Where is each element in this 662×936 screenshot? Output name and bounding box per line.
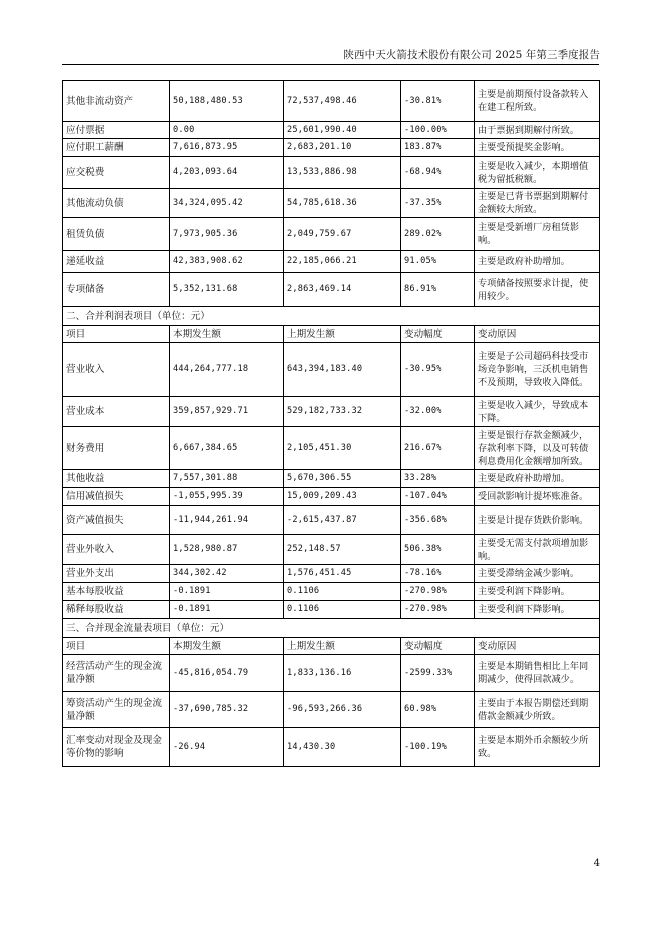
- row-change-reason: 主要是受新增厂房租赁影响。: [475, 218, 600, 251]
- row-previous-value: 25,601,990.40: [284, 122, 401, 139]
- column-header-item: 项目: [63, 326, 170, 343]
- row-change-rate: -107.04%: [401, 488, 475, 506]
- row-current-value: 0.00: [170, 122, 284, 139]
- row-change-reason: 由于票据到期解付所致。: [475, 122, 600, 139]
- row-change-reason: 主要是收入减少，本期增值税为留抵税额。: [475, 157, 600, 189]
- row-item-name: 应付职工薪酬: [63, 139, 170, 157]
- table-row: [63, 343, 600, 397]
- table-row: [63, 251, 600, 273]
- row-change-reason: 主要是本期外币余额较少所致。: [475, 728, 600, 767]
- table-row: [63, 397, 600, 427]
- row-item-name: 应付票据: [63, 122, 170, 139]
- row-previous-value: 13,533,886.98: [284, 157, 401, 189]
- row-current-value: 50,188,480.53: [170, 81, 284, 122]
- table-row: [63, 506, 600, 535]
- row-change-reason: 主要是政府补助增加。: [475, 251, 600, 273]
- income-section-title: 二、合并利润表项目（单位：元）: [63, 307, 600, 326]
- row-change-rate: 289.02%: [401, 218, 475, 251]
- row-current-value: 359,857,929.71: [170, 397, 284, 427]
- cashflow-statement-rows: [63, 655, 600, 767]
- table-row: [63, 583, 600, 601]
- row-item-name: 汇率变动对现金及现金等价物的影响: [63, 728, 170, 767]
- row-change-reason: 主要是子公司超码科技受市场竞争影响，三沃机电销售不及预期，导致收入降低。: [475, 343, 600, 397]
- financial-change-table: [62, 80, 600, 767]
- row-previous-value: 15,009,209.43: [284, 488, 401, 506]
- row-item-name: 营业成本: [63, 397, 170, 427]
- row-current-value: 7,973,905.36: [170, 218, 284, 251]
- row-previous-value: 14,430.30: [284, 728, 401, 767]
- table-row: [63, 470, 600, 488]
- column-header-reason: 变动原因: [475, 638, 600, 655]
- row-item-name: 资产减值损失: [63, 506, 170, 535]
- row-item-name: 财务费用: [63, 427, 170, 470]
- row-current-value: 7,616,873.95: [170, 139, 284, 157]
- row-change-rate: -270.98%: [401, 601, 475, 619]
- row-previous-value: -2,615,437.87: [284, 506, 401, 535]
- row-change-rate: -30.81%: [401, 81, 475, 122]
- column-header-current: 本期发生额: [170, 326, 284, 343]
- column-header-previous: 上期发生额: [284, 326, 401, 343]
- row-item-name: 其他非流动资产: [63, 81, 170, 122]
- row-change-reason: 主要是政府补助增加。: [475, 470, 600, 488]
- row-change-rate: -37.35%: [401, 189, 475, 218]
- row-change-reason: 主要是本期销售相比上年同期减少，使得回款减少。: [475, 655, 600, 692]
- row-change-reason: 主要受利润下降影响。: [475, 601, 600, 619]
- cashflow-section-title: 三、合并现金流量表项目（单位：元）: [63, 619, 600, 638]
- row-item-name: 基本每股收益: [63, 583, 170, 601]
- row-change-reason: 受回款影响计提坏账准备。: [475, 488, 600, 506]
- row-change-reason: 主要受无需支付款项增加影响。: [475, 535, 600, 565]
- row-item-name: 其他流动负债: [63, 189, 170, 218]
- row-item-name: 稀释每股收益: [63, 601, 170, 619]
- row-previous-value: 1,833,136.16: [284, 655, 401, 692]
- row-current-value: 5,352,131.68: [170, 273, 284, 307]
- table-row: [63, 157, 600, 189]
- header-row: [63, 326, 600, 343]
- column-header-item: 项目: [63, 638, 170, 655]
- row-item-name: 营业外收入: [63, 535, 170, 565]
- row-current-value: 4,203,093.64: [170, 157, 284, 189]
- row-item-name: 专项储备: [63, 273, 170, 307]
- row-change-reason: 主要是银行存款金额减少，存款利率下降，以及可转债利息费用化金额增加所致。: [475, 427, 600, 470]
- row-change-reason: 专项储备按照要求计提，使用较少。: [475, 273, 600, 307]
- row-change-reason: 主要是前期预付设备款转入在建工程所致。: [475, 81, 600, 122]
- table-row: [63, 565, 600, 583]
- row-change-rate: -356.68%: [401, 506, 475, 535]
- row-previous-value: 2,049,759.67: [284, 218, 401, 251]
- row-change-rate: -100.00%: [401, 122, 475, 139]
- row-previous-value: 2,105,451.30: [284, 427, 401, 470]
- row-current-value: -1,055,995.39: [170, 488, 284, 506]
- row-previous-value: 54,785,618.36: [284, 189, 401, 218]
- row-previous-value: 252,148.57: [284, 535, 401, 565]
- row-item-name: 信用减值损失: [63, 488, 170, 506]
- row-item-name: 租赁负债: [63, 218, 170, 251]
- table-row: [63, 728, 600, 767]
- table-row: [63, 692, 600, 728]
- row-item-name: 递延收益: [63, 251, 170, 273]
- column-header-change: 变动幅度: [401, 326, 475, 343]
- row-previous-value: 643,394,183.40: [284, 343, 401, 397]
- row-current-value: -11,944,261.94: [170, 506, 284, 535]
- row-item-name: 经营活动产生的现金流量净额: [63, 655, 170, 692]
- table-row: [63, 81, 600, 122]
- row-current-value: -45,816,054.79: [170, 655, 284, 692]
- table-row: [63, 535, 600, 565]
- row-change-rate: 506.38%: [401, 535, 475, 565]
- column-header-reason: 变动原因: [475, 326, 600, 343]
- row-current-value: 1,528,980.87: [170, 535, 284, 565]
- table-row: [63, 122, 600, 139]
- row-change-rate: -32.00%: [401, 397, 475, 427]
- row-previous-value: 0.1106: [284, 601, 401, 619]
- report-header-title: 陕西中天火箭技术股份有限公司 2025 年第三季度报告: [343, 49, 600, 61]
- row-current-value: 7,557,301.88: [170, 470, 284, 488]
- row-change-rate: -2599.33%: [401, 655, 475, 692]
- row-current-value: 344,302.42: [170, 565, 284, 583]
- table-row: [63, 189, 600, 218]
- row-current-value: 444,264,777.18: [170, 343, 284, 397]
- row-previous-value: 22,185,066.21: [284, 251, 401, 273]
- header-divider: [62, 64, 599, 65]
- row-item-name: 营业收入: [63, 343, 170, 397]
- row-previous-value: 2,863,469.14: [284, 273, 401, 307]
- row-previous-value: 1,576,451.45: [284, 565, 401, 583]
- row-item-name: 其他收益: [63, 470, 170, 488]
- column-header-previous: 上期发生额: [284, 638, 401, 655]
- row-change-rate: 60.98%: [401, 692, 475, 728]
- row-previous-value: -96,593,266.36: [284, 692, 401, 728]
- section-row: [63, 619, 600, 638]
- row-item-name: 筹资活动产生的现金流量净额: [63, 692, 170, 728]
- row-current-value: -0.1891: [170, 601, 284, 619]
- cashflow-statement-block: [63, 619, 600, 655]
- row-change-reason: 主要是收入减少，导致成本下降。: [475, 397, 600, 427]
- row-change-reason: 主要是已背书票据到期解付金额较大所致。: [475, 189, 600, 218]
- income-statement-block: [63, 307, 600, 343]
- column-header-change: 变动幅度: [401, 638, 475, 655]
- row-current-value: -0.1891: [170, 583, 284, 601]
- row-previous-value: 0.1106: [284, 583, 401, 601]
- row-current-value: 6,667,384.65: [170, 427, 284, 470]
- column-header-current: 本期发生额: [170, 638, 284, 655]
- row-change-rate: -30.95%: [401, 343, 475, 397]
- row-previous-value: 72,537,498.46: [284, 81, 401, 122]
- row-previous-value: 529,182,733.32: [284, 397, 401, 427]
- table-row: [63, 601, 600, 619]
- row-change-rate: 91.05%: [401, 251, 475, 273]
- page-number: 4: [593, 858, 600, 869]
- row-change-rate: 216.67%: [401, 427, 475, 470]
- table-row: [63, 139, 600, 157]
- row-previous-value: 5,670,306.55: [284, 470, 401, 488]
- balance-sheet-rows: [63, 81, 600, 307]
- table-row: [63, 655, 600, 692]
- row-current-value: -37,690,785.32: [170, 692, 284, 728]
- row-change-rate: 86.91%: [401, 273, 475, 307]
- row-change-reason: 主要是计提存货跌价影响。: [475, 506, 600, 535]
- income-statement-rows: [63, 343, 600, 619]
- row-change-rate: -68.94%: [401, 157, 475, 189]
- row-change-rate: 183.87%: [401, 139, 475, 157]
- row-current-value: 42,383,908.62: [170, 251, 284, 273]
- row-change-rate: -270.98%: [401, 583, 475, 601]
- row-change-reason: 主要受滞纳金减少影响。: [475, 565, 600, 583]
- row-current-value: -26.94: [170, 728, 284, 767]
- table-row: [63, 273, 600, 307]
- table-row: [63, 427, 600, 470]
- section-row: [63, 307, 600, 326]
- row-current-value: 34,324,095.42: [170, 189, 284, 218]
- row-change-reason: 主要由于本报告期偿还到期借款金额减少所致。: [475, 692, 600, 728]
- table-row: [63, 218, 600, 251]
- row-change-rate: -78.16%: [401, 565, 475, 583]
- header-row: [63, 638, 600, 655]
- row-change-rate: -100.19%: [401, 728, 475, 767]
- row-item-name: 营业外支出: [63, 565, 170, 583]
- row-change-reason: 主要受利润下降影响。: [475, 583, 600, 601]
- table-row: [63, 488, 600, 506]
- row-change-rate: 33.28%: [401, 470, 475, 488]
- row-previous-value: 2,683,201.10: [284, 139, 401, 157]
- row-change-reason: 主要受预提奖金影响。: [475, 139, 600, 157]
- row-item-name: 应交税费: [63, 157, 170, 189]
